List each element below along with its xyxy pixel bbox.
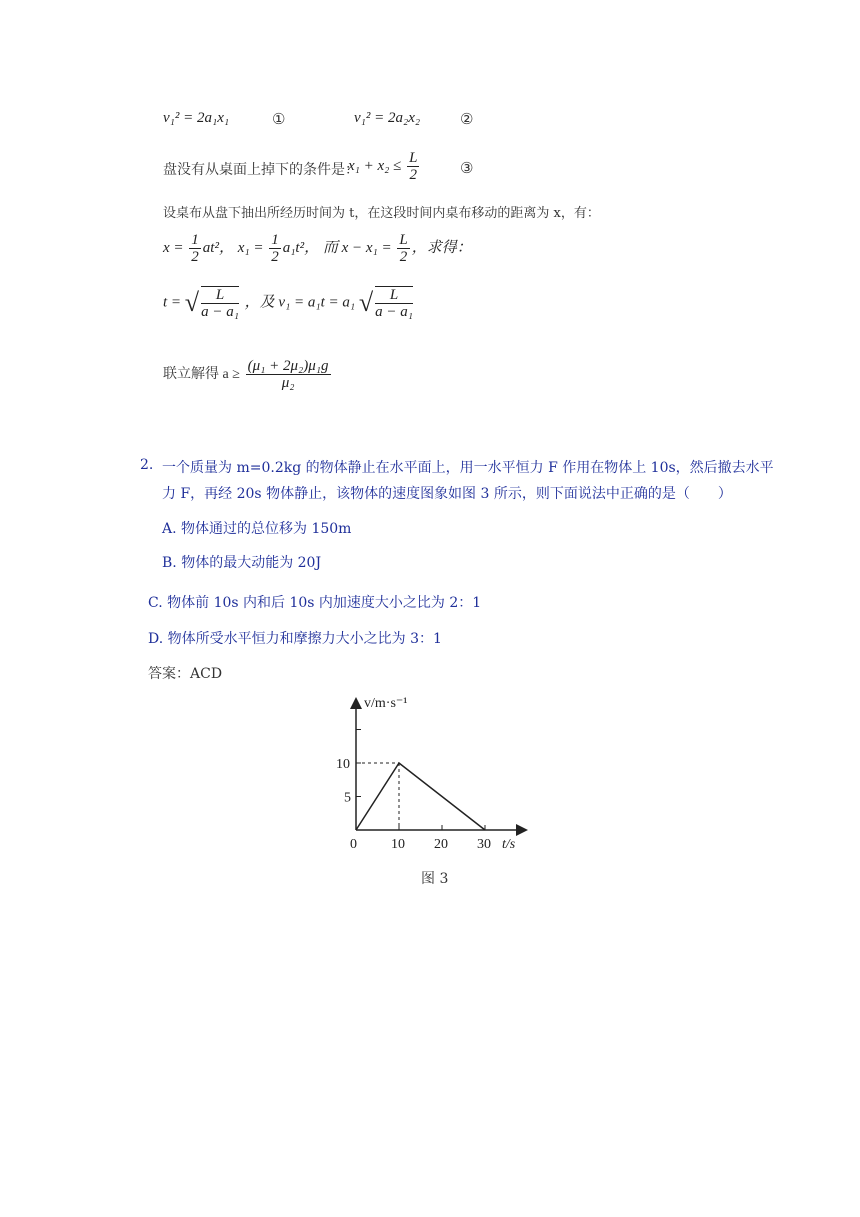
setup-line: 设桌布从盘下抽出所经历时间为 t，在这段时间内桌布移动的距离为 x，有： [163,206,600,221]
eqx-part-c: 而 x − x₁ = [322,239,392,256]
fraction-numerator: 1 [191,232,199,248]
eqx-tail-a: at²， [202,239,234,256]
option-d: D. 物体所受水平恒力和摩擦力大小之比为 3：1 [148,631,442,647]
question-line-1: 一个质量为 m=0.2kg 的物体静止在水平面上，用一水平恒力 F 作用在物体上 10s，然后撤去水平 [162,460,774,476]
condition-text: 盘没有从桌面上掉下的条件是： [163,162,359,178]
sqrt-expression-1: √ $\frac{L}{\text{a − a₁}}$ [184,287,239,320]
fraction-half-b [269,232,281,265]
fraction-numerator: (μ₁ + 2μ₂)μ₁g [247,358,329,374]
velocity-series-line [356,763,485,830]
fraction-numerator: L [375,287,413,304]
condition-fraction [407,150,419,183]
y-axis-label: v/m·s⁻¹ [364,696,408,711]
option-c: C. 物体前 10s 内和后 10s 内加速度大小之比为 2：1 [148,595,482,611]
fraction-numerator: L [201,287,239,304]
fraction-denominator: 2 [271,249,279,265]
fraction-denominator: a − a₁ [375,304,414,320]
eqx-part-b: x₁ = [237,239,264,256]
answer-line: 答案：ACD [148,666,223,682]
x-tick-label-10: 10 [391,837,405,852]
equation-2: v₁² = 2a₂x₂ [354,110,421,126]
fraction-denominator: 2 [409,167,418,183]
eqx-tail-c: ，求得： [411,239,472,256]
equation-1: v₁² = 2a₁x₁ [163,110,230,126]
origin-label: 0 [350,837,357,852]
eqt-mid: ，及 v₁ = a₁t = a₁ [244,294,356,311]
option-a: A. 物体通过的总位移为 150m [162,521,352,537]
equation-x [163,232,472,265]
equation-marker-3: ③ [460,159,474,177]
eqx-tail-b: a₁t²， [282,239,320,256]
fraction-denominator: 2 [191,249,199,265]
fraction-numerator: L [409,150,418,166]
final-result [163,358,333,391]
question-line-2: 力 F，再经 20s 物体静止，该物体的速度图象如图 3 所示，则下面说法中正确的是（ ） [162,486,732,502]
condition-eq-left: x₁ + x₂ ≤ [348,157,402,174]
y-tick-label-5: 5 [344,790,351,806]
sqrt-expression-2: √ $\frac{L}{\text{a − a₁}}$ [358,287,414,320]
y-tick-label-10: 10 [336,757,350,772]
final-fraction [246,358,331,391]
x-axis-label: t/s [502,837,516,852]
final-text: 联立解得 a ≥ [163,366,240,382]
x-tick-labels [391,837,491,852]
equation-marker-1: ① [272,110,286,128]
fraction-denominator: a − a₁ [201,304,239,320]
figure-caption: 图 3 [421,871,449,887]
velocity-time-chart [320,690,540,860]
eqx-part-a: x = [163,239,184,256]
fraction-numerator: 1 [271,232,279,248]
eqt-part-a: t = [163,294,182,311]
fraction-half-a [189,232,201,265]
condition-equation [348,150,421,183]
fraction-l-half [397,232,409,265]
question-number: 2. [140,457,154,473]
equation-t [163,286,415,320]
x-tick-label-30: 30 [477,837,491,852]
y-tick-labels [336,757,351,806]
fraction-denominator: 2 [399,249,408,265]
option-b: B. 物体的最大动能为 20J [162,555,322,571]
fraction-denominator: μ₂ [281,375,295,391]
x-tick-label-20: 20 [434,837,448,852]
equation-marker-2: ② [460,110,474,128]
fraction-numerator: L [399,232,408,248]
